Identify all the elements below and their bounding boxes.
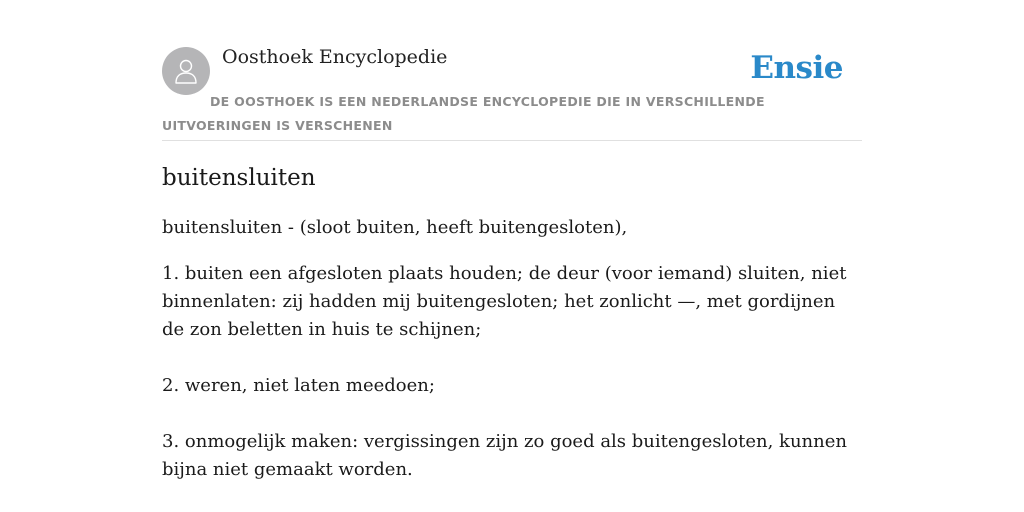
- sense-2: 2. weren, niet laten meedoen;: [162, 375, 435, 396]
- source-header: [162, 40, 862, 141]
- user-icon: [171, 56, 201, 86]
- lemma-line: buitensluiten - (sloot buiten, heeft buitengesloten),: [162, 217, 628, 238]
- entry-title: buitensluiten: [162, 165, 316, 191]
- source-description: DE OOSTHOEK IS EEN NEDERLANDSE ENCYCLOPEDIE DIE IN VERSCHILLENDE UITVOERINGEN IS VERSCHENEN: [162, 94, 765, 133]
- source-name[interactable]: Oosthoek Encyclopedie: [222, 46, 448, 68]
- avatar[interactable]: [162, 47, 210, 95]
- entry-content: [162, 158, 862, 484]
- brand-logo[interactable]: Ensie: [750, 50, 843, 86]
- sense-1: 1. buiten een afgesloten plaats houden; de deur (voor iemand) sluiten, niet binnenlaten: zij hadden mij buitengesloten; het zonlicht —, met gordijnen de zon beletten in huis te schijnen;: [162, 263, 847, 340]
- sense-3: 3. onmogelijk maken: vergissingen zijn zo goed als buitengesloten, kunnen bijna niet gemaakt worden.: [162, 431, 847, 480]
